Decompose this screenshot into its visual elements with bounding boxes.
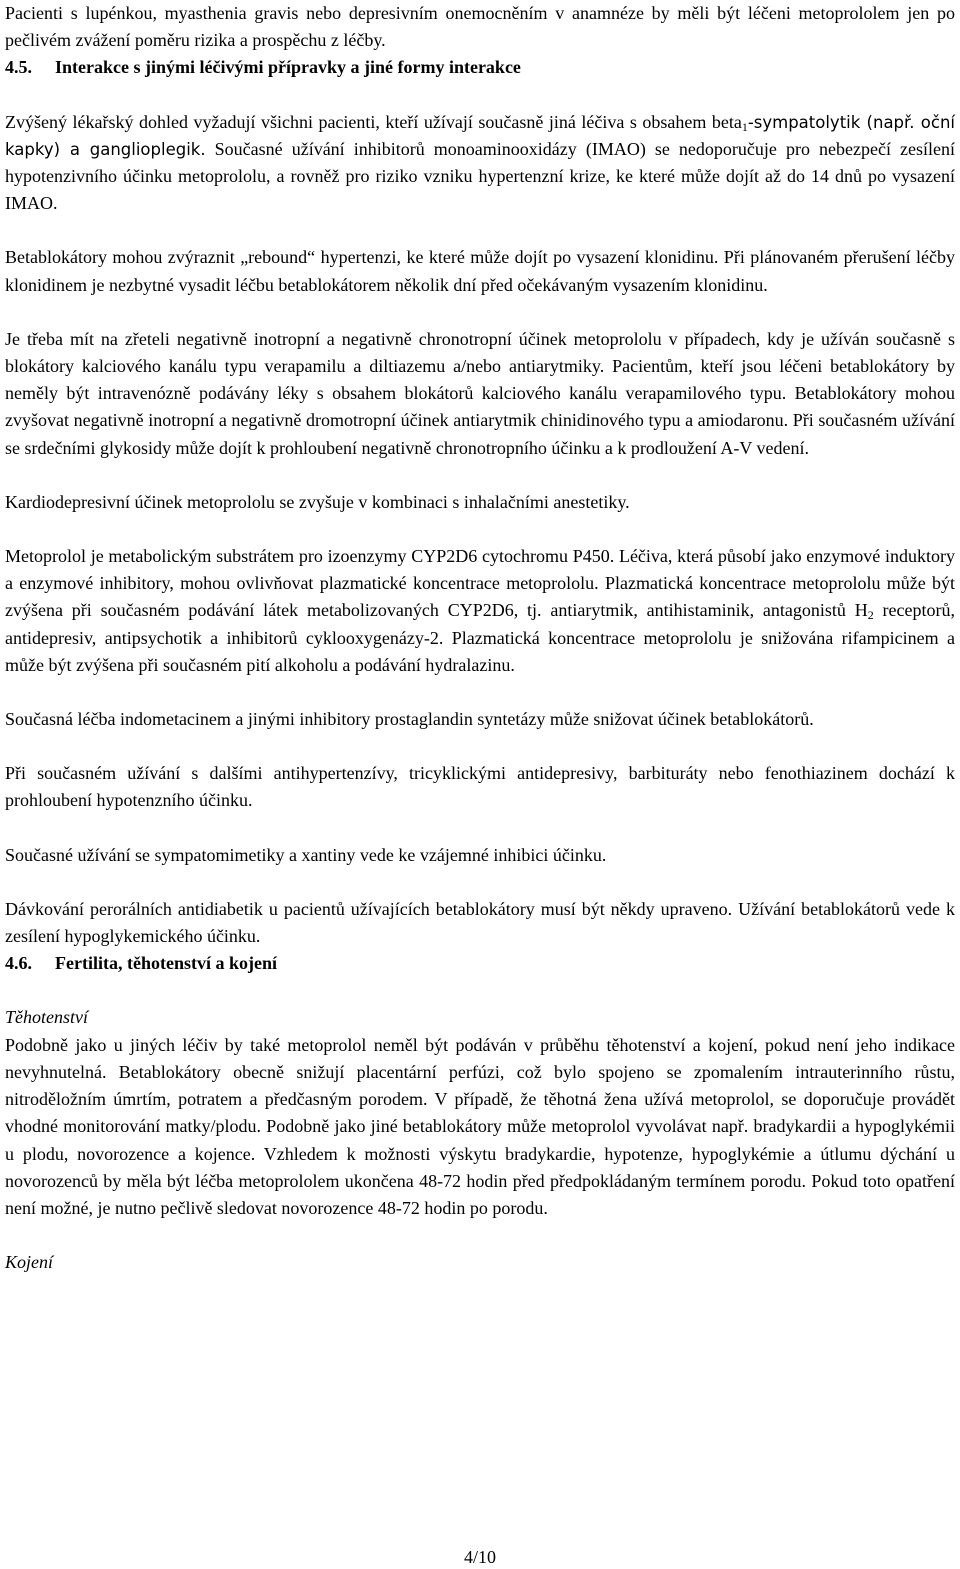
paragraph: Je třeba mít na zřeteli negativně inotropní a negativně chronotropní účinek metoprololu v případech, kdy je užíván současně s blokátory kalciového kanálu typu verapamilu a diltiazemu a/nebo antiarytmiky. Pacientům, kteří jsou léčeni betablokátory by neměly být intravenózně podávány léky s obsahem blokátorů kalciového kanálu verapamilového typu. Betablokátory mohou zvyšovat negativně inotropní a negativně dromotropní účinek antiarytmik chinidinového typu a amiodaronu. Při současném užívání se srdečními glykosidy může dojít k prohloubení negativně chronotropního účinku a k prodloužení A-V vedení. xyxy=(5,328,955,458)
subheading-breastfeeding: Kojení xyxy=(5,1252,53,1273)
paragraph: Při současném užívání s dalšími antihypertenzívy, tricyklickými antidepresivy, barbituráty nebo fenothiazinem dochází k prohloubení hypotenzního účinku. xyxy=(5,763,955,811)
paragraph: Dávkování perorálních antidiabetik u pacientů užívajících betablokátory musí být někdy upraveno. Užívání betablokátorů vede k zesílení hypoglykemického účinku. xyxy=(5,898,955,947)
document-page xyxy=(5,0,955,1276)
section-heading-4-5 xyxy=(5,54,955,81)
paragraph: Současné užívání se sympatomimetiky a xantiny vede ke vzájemné inhibici účinku. xyxy=(5,844,607,865)
section-title: Fertilita, těhotenství a kojení xyxy=(55,953,277,974)
subscript: 1 xyxy=(741,119,748,134)
intro-paragraph: Pacienti s lupénkou, myasthenia gravis nebo depresivním onemocněním v anamnéze by měli být léčeni metoprololem jen po pečlivém zvážení poměru rizika a prospěchu z léčby. xyxy=(5,3,955,51)
subheading-pregnancy: Těhotenství xyxy=(5,1007,88,1028)
subscript: 2 xyxy=(867,608,874,623)
paragraph: Současná léčba indometacinem a jinými inhibitory prostaglandin syntetázy může snižovat účinek betablokátorů. xyxy=(5,709,814,730)
text-run: Současné užívání inhibitorů monoaminooxidázy (IMAO) se nedoporučuje pro nebezpečí zesílení hypotenzivního účinku metoprololu, a rovněž pro riziko vzniku hypertenzní krize, ke které může dojít až do 14 dnů po vysazení IMAO. xyxy=(5,138,955,214)
paragraph xyxy=(5,109,955,218)
paragraph: Podobně jako u jiných léčiv by také metoprolol neměl být podáván v průběhu těhotenství a kojení, pokud není jeho indikace nevyhnutelná. Betablokátory obecně snižují placentární perfúzi, což bylo spojeno se zpomalením intrauterinního růstu, nitroděložním úmrtím, potratem a předčasným porodem. V případě, že těhotná žena užívá metoprolol, se doporučuje provádět vhodné monitorování matky/plodu. Podobně jako jiné betablokátory může metoprolol vyvolávat např. bradykardii a hypoglykémii u plodu, novorozence a kojence. Vzhledem k možnosti výskytu bradykardie, hypotenze, hypoglykémie a útlumu dýchání u novorozenců by měla být léčba metoprololem ukončena 48-72 hodin před předpokládaným termínem porodu. Pokud toto opatření není možné, je nutno pečlivě sledovat novorozence 48-72 hodin po porodu. xyxy=(5,1034,955,1218)
paragraph: Betablokátory mohou zvýraznit „rebound“ hypertenzi, ke které může dojít po vysazení klonidinu. Při plánovaném přerušení léčby klonidinem je nezbytné vysadit léčbu betablokátorem několik dní před očekávaným vysazením klonidinu. xyxy=(5,247,955,295)
paragraph xyxy=(5,543,955,679)
text-run: Zvýšený lékařský dohled vyžadují všichni pacienti, kteří užívají současně jiná léčiva s obsahem beta xyxy=(5,111,742,132)
paragraph: Kardiodepresivní účinek metoprololu se zvyšuje v kombinaci s inhalačními anestetiky. xyxy=(5,491,630,512)
section-number: 4.6. xyxy=(5,953,32,974)
text-run: -sympatolytik (např. oční kapky) a ganglioplegik. xyxy=(5,112,956,159)
page-number: 4/10 xyxy=(463,1547,496,1567)
section-title: Interakce s jinými léčivými přípravky a jiné formy interakce xyxy=(55,57,521,78)
text-run: receptorů, antidepresiv, antipsychotik a inhibitorů cyklooxygenázy-2. Plazmatická koncentrace metoprololu je snižována rifampicinem a může být zvýšena při současném pití alkoholu a podávání hydralazinu. xyxy=(5,600,955,675)
text-run: Metoprolol je metabolickým substrátem pro izoenzymy CYP2D6 cytochromu P450. Léčiva, která působí jako enzymové induktory a enzymové inhibitory, mohou ovlivňovat plazmatické koncentrace metoprololu. Plazmatická koncentrace metoprololu může být zvýšena při současném podávání látek metabolizovaných CYP2D6, tj. antiarytmik, antihistaminik, antagonistů H xyxy=(5,546,955,621)
section-heading-4-6 xyxy=(5,950,955,977)
section-number: 4.5. xyxy=(5,57,32,78)
